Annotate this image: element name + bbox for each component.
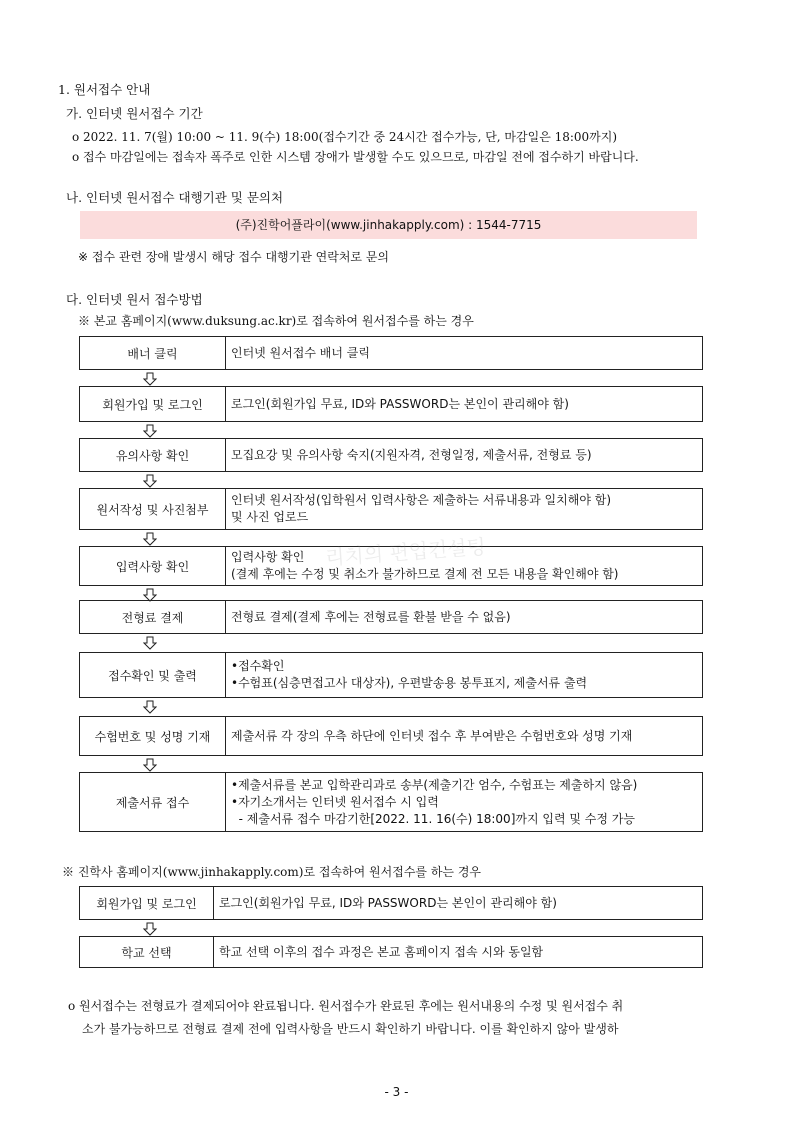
na-note: ※ 접수 관련 장애 발생시 해당 접수 대행기관 연락처로 문의 xyxy=(78,250,390,264)
flow-step-line: (결제 후에는 수정 및 취소가 불가하므로 결제 전 모든 내용을 확인해야 함) xyxy=(231,567,619,581)
section-title: 1. 원서접수 안내 xyxy=(58,82,151,97)
flow-step-label: 전형료 결제 xyxy=(80,601,226,633)
subsection-na-title: 나. 인터넷 원서접수 대행기관 및 문의처 xyxy=(66,190,284,205)
down-arrow-icon xyxy=(143,372,157,386)
flow-step-line: •접수확인 xyxy=(231,659,285,673)
down-arrow-icon xyxy=(143,758,157,772)
ga-line-1: o 2022. 11. 7(월) 10:00 ~ 11. 9(수) 18:00(접수기간 중 24시간 접수가능, 단, 마감일은 18:00까지) xyxy=(72,130,618,144)
flow-step-label: 회원가입 및 로그인 xyxy=(80,387,226,421)
closing-line-1: o 원서접수는 전형료가 결제되어야 완료됩니다. 원서접수가 완료된 후에는 원서내용의 수정 및 원서접수 취 xyxy=(68,999,624,1013)
flow-step-content xyxy=(219,937,698,967)
flow-step xyxy=(79,936,703,968)
flow-step-line: 로그인(회원가입 무료, ID와 PASSWORD는 본인이 관리해야 함) xyxy=(219,895,557,910)
down-arrow-icon xyxy=(143,532,157,546)
agency-contact: (주)진학어플라이(www.jinhakapply.com) : 1544-7715 xyxy=(235,218,542,232)
down-arrow-icon xyxy=(143,474,157,488)
flow-step-line: •제출서류를 본교 입학관리과로 송부(제출기간 엄수, 수험표는 제출하지 않음) xyxy=(231,777,638,792)
flow-step xyxy=(79,438,703,472)
closing-line-2: 소가 불가능하므로 전형료 결제 전에 입력사항을 반드시 확인하기 바랍니다. 이를 확인하지 않아 발생하 xyxy=(82,1022,619,1036)
watermark: 리치의 편입컨설팅 xyxy=(324,534,487,570)
flow-step-line: 제출서류 각 장의 우측 하단에 인터넷 접수 후 부여받은 수험번호와 성명 기재 xyxy=(231,728,633,743)
down-arrow-icon xyxy=(143,922,157,936)
flow-step-line: 및 사진 업로드 xyxy=(231,510,309,524)
flow-step-content xyxy=(231,601,698,633)
flow-step xyxy=(79,386,703,422)
subsection-da-title: 다. 인터넷 원서 접수방법 xyxy=(66,292,203,307)
flow-step-line: 인터넷 원서접수 배너 클릭 xyxy=(231,345,370,360)
note-jinhak: ※ 진학사 홈페이지(www.jinhakapply.com)로 접속하여 원서접수를 하는 경우 xyxy=(62,865,482,879)
flow-step-line: - 제출서류 접수 마감기한[2022. 11. 16(수) 18:00]까지 입력 및 수정 가능 xyxy=(231,811,635,826)
flow-step xyxy=(79,336,703,370)
flow-step-label: 수험번호 및 성명 기재 xyxy=(80,717,226,755)
flow-step xyxy=(79,488,703,530)
flow-step-content xyxy=(231,337,698,369)
flow-step-line: 입력사항 확인 xyxy=(231,550,305,564)
flow-step-content xyxy=(219,887,698,919)
down-arrow-icon xyxy=(143,424,157,438)
flow-step xyxy=(79,652,703,698)
flow-step xyxy=(79,600,703,634)
subsection-ga-title: 가. 인터넷 원서접수 기간 xyxy=(66,106,203,121)
flow-step-line: •수험표(심층면접고사 대상자), 우편발송용 봉투표지, 제출서류 출력 xyxy=(231,676,588,690)
flow-step-label: 제출서류 접수 xyxy=(80,773,226,831)
ga-line-2: o 접수 마감일에는 접속자 폭주로 인한 시스템 장애가 발생할 수도 있으므로, 마감일 전에 접수하기 바랍니다. xyxy=(72,150,639,164)
flow-step-line: 인터넷 원서작성(입학원서 입력사항은 제출하는 서류내용과 일치해야 함) xyxy=(231,493,612,507)
flow-step-line: 모집요강 및 유의사항 숙지(지원자격, 전형일정, 제출서류, 전형료 등) xyxy=(231,447,592,462)
flow-step-label: 유의사항 확인 xyxy=(80,439,226,471)
down-arrow-icon xyxy=(143,700,157,714)
flow-step-label: 배너 클릭 xyxy=(80,337,226,369)
flow-step-content xyxy=(231,387,698,421)
flow-step xyxy=(79,716,703,756)
flow-step xyxy=(79,772,703,832)
flow-step-content xyxy=(231,489,698,529)
flow-step xyxy=(79,886,703,920)
flow-step-content xyxy=(231,773,698,831)
flow-step-content xyxy=(231,439,698,471)
flow-step-content xyxy=(231,717,698,755)
flow-step-label: 학교 선택 xyxy=(80,937,214,967)
flow-step-content xyxy=(231,653,698,697)
flow-step-label: 입력사항 확인 xyxy=(80,547,226,585)
flow-step-line: 로그인(회원가입 무료, ID와 PASSWORD는 본인이 관리해야 함) xyxy=(231,396,569,411)
flow-step-line: 전형료 결제(결제 후에는 전형료를 환불 받을 수 없음) xyxy=(231,609,511,624)
page-number: - 3 - xyxy=(384,1085,409,1099)
down-arrow-icon xyxy=(143,636,157,650)
flow-step-label: 원서작성 및 사진첨부 xyxy=(80,489,226,529)
flow-step-label: 접수확인 및 출력 xyxy=(80,653,226,697)
flow-step-line: 학교 선택 이후의 접수 과정은 본교 홈페이지 접속 시와 동일함 xyxy=(219,944,544,959)
flow-step-label: 회원가입 및 로그인 xyxy=(80,887,214,919)
da-note: ※ 본교 홈페이지(www.duksung.ac.kr)로 접속하여 원서접수를 하는 경우 xyxy=(78,314,474,328)
flow-step-line: •자기소개서는 인터넷 원서접수 시 입력 xyxy=(231,794,439,809)
